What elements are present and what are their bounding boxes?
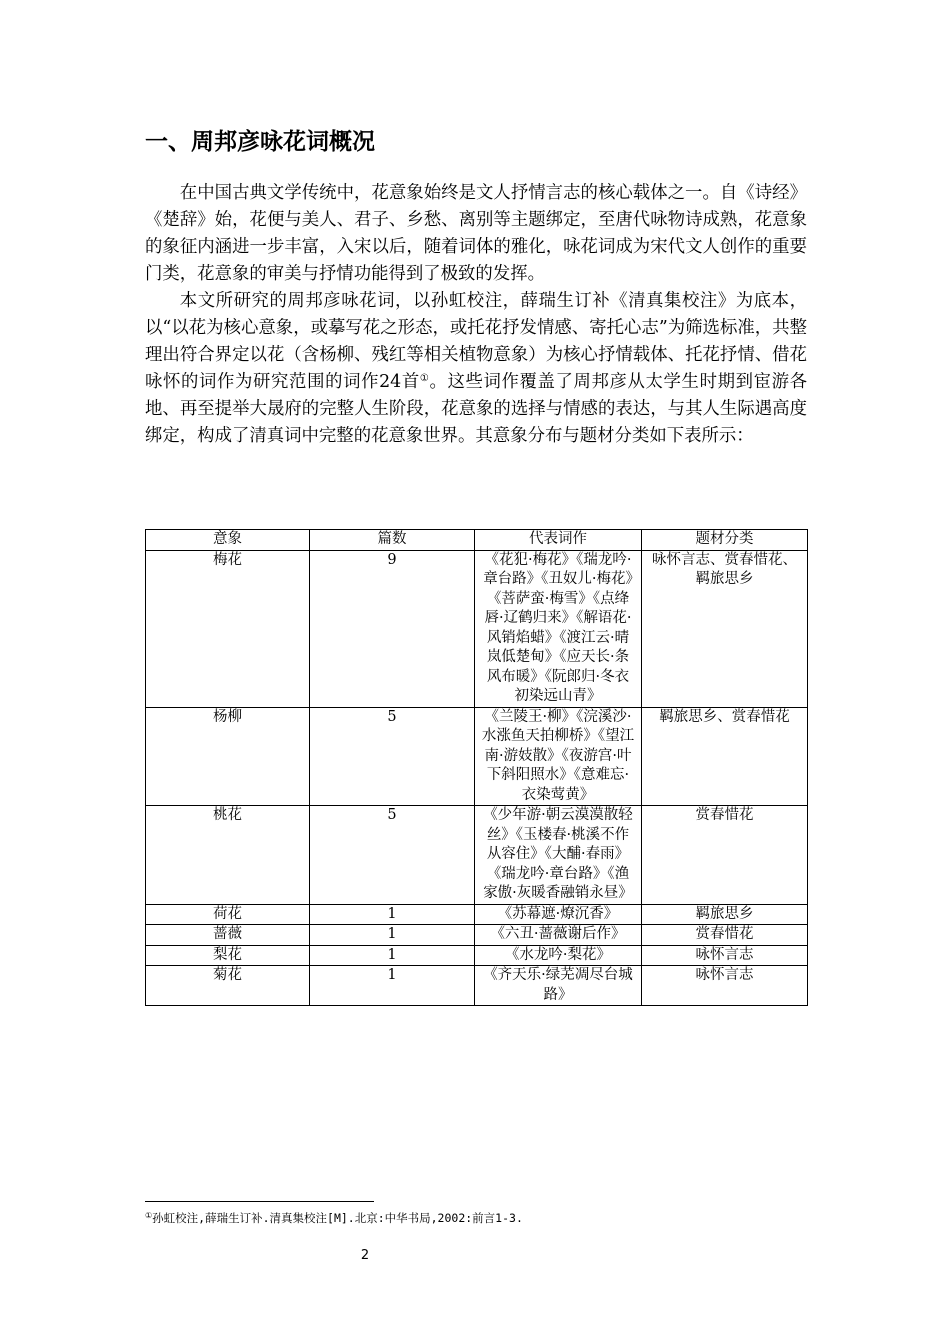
cell-theme: 羁旅思乡 bbox=[642, 904, 808, 925]
cell-works: 《苏幕遮·燎沉香》 bbox=[475, 904, 642, 925]
footnote-reference[interactable]: ① bbox=[419, 373, 430, 384]
cell-image: 荷花 bbox=[146, 904, 310, 925]
footnote-mark: ① bbox=[145, 1211, 153, 1220]
column-header-works: 代表词作 bbox=[475, 530, 642, 551]
cell-image: 梅花 bbox=[146, 550, 310, 707]
table-row bbox=[146, 550, 808, 707]
cell-works: 《花犯·梅花》《瑞龙吟·章台路》《丑奴儿·梅花》《菩萨蛮·梅雪》《点绛唇·辽鹤归来》《解语花·风销焰蜡》《渡江云·晴岚低楚甸》《应天长·条风布暖》《阮郎归·冬衣初染远山青》 bbox=[475, 550, 642, 707]
cell-theme: 赏春惜花 bbox=[642, 806, 808, 905]
cell-image: 梨花 bbox=[146, 945, 310, 966]
table-row bbox=[146, 945, 808, 966]
section-heading: 一、周邦彦咏花词概况 bbox=[145, 129, 375, 155]
paragraph-scope-text-continued: 。这些词作覆盖了周邦彦从太学生时期到宦游各地、再至提举大晟府的完整人生阶段，花意象的选择与情感的表达，与其人生际遇高度绑定，构成了清真词中完整的花意象世界。其意象分布与题材分类如下表所示： bbox=[145, 372, 807, 446]
table-row bbox=[146, 904, 808, 925]
cell-works: 《齐天乐·绿芜凋尽台城路》 bbox=[475, 966, 642, 1006]
cell-count: 1 bbox=[310, 966, 475, 1006]
cell-image: 菊花 bbox=[146, 966, 310, 1006]
cell-works: 《水龙吟·梨花》 bbox=[475, 945, 642, 966]
cell-count: 1 bbox=[310, 925, 475, 946]
column-header-theme: 题材分类 bbox=[642, 530, 808, 551]
cell-image: 杨柳 bbox=[146, 707, 310, 806]
column-header-image: 意象 bbox=[146, 530, 310, 551]
cell-theme: 赏春惜花 bbox=[642, 925, 808, 946]
cell-image: 蔷薇 bbox=[146, 925, 310, 946]
cell-count: 1 bbox=[310, 945, 475, 966]
paragraph-scope bbox=[145, 288, 807, 450]
cell-image: 桃花 bbox=[146, 806, 310, 905]
cell-works: 《兰陵王·柳》《浣溪沙·水涨鱼天拍柳桥》《望江南·游妓散》《夜游宫·叶下斜阳照水》《意难忘·衣染莺黄》 bbox=[475, 707, 642, 806]
table-row bbox=[146, 707, 808, 806]
footnote-text: 孙虹校注,薛瑞生订补.清真集校注[M].北京:中华书局,2002:前言1-3. bbox=[152, 1211, 523, 1225]
table-row bbox=[146, 925, 808, 946]
cell-count: 5 bbox=[310, 806, 475, 905]
footnote bbox=[145, 1210, 523, 1226]
column-header-count: 篇数 bbox=[310, 530, 475, 551]
paragraph-intro: 在中国古典文学传统中，花意象始终是文人抒情言志的核心载体之一。自《诗经》《楚辞》始，花便与美人、君子、乡愁、离别等主题绑定，至唐代咏物诗成熟，花意象的象征内涵进一步丰富，入宋以后，随着词体的雅化，咏花词成为宋代文人创作的重要门类，花意象的审美与抒情功能得到了极致的发挥。 bbox=[145, 183, 807, 284]
cell-works: 《少年游·朝云漠漠散轻丝》《玉楼春·桃溪不作从容住》《大酺·春雨》《瑞龙吟·章台路》《渔家傲·灰暖香融销永昼》 bbox=[475, 806, 642, 905]
cell-count: 5 bbox=[310, 707, 475, 806]
cell-count: 9 bbox=[310, 550, 475, 707]
cell-count: 1 bbox=[310, 904, 475, 925]
table-row bbox=[146, 806, 808, 905]
imagery-distribution-table bbox=[145, 529, 808, 1006]
cell-theme: 咏怀言志 bbox=[642, 966, 808, 1006]
footnote-separator bbox=[145, 1201, 374, 1202]
table-header-row bbox=[146, 530, 808, 551]
cell-works: 《六丑·蔷薇谢后作》 bbox=[475, 925, 642, 946]
body-text bbox=[145, 180, 807, 450]
cell-theme: 咏怀言志、赏春惜花、羁旅思乡 bbox=[642, 550, 808, 707]
cell-theme: 咏怀言志 bbox=[642, 945, 808, 966]
page-number: 2 bbox=[360, 1248, 370, 1263]
cell-theme: 羁旅思乡、赏春惜花 bbox=[642, 707, 808, 806]
paragraph-scope-text: 本文所研究的周邦彦咏花词，以孙虹校注，薛瑞生订补《清真集校注》为底本，以“以花为核心意象，或摹写花之形态，或托花抒发情感、寄托心志”为筛选标准，共整理出符合界定以花（含杨柳、残红等相关植物意象）为核心抒情载体、托花抒情、借花咏怀的词作为研究范围的词作24首 bbox=[145, 291, 807, 392]
table-row bbox=[146, 966, 808, 1006]
